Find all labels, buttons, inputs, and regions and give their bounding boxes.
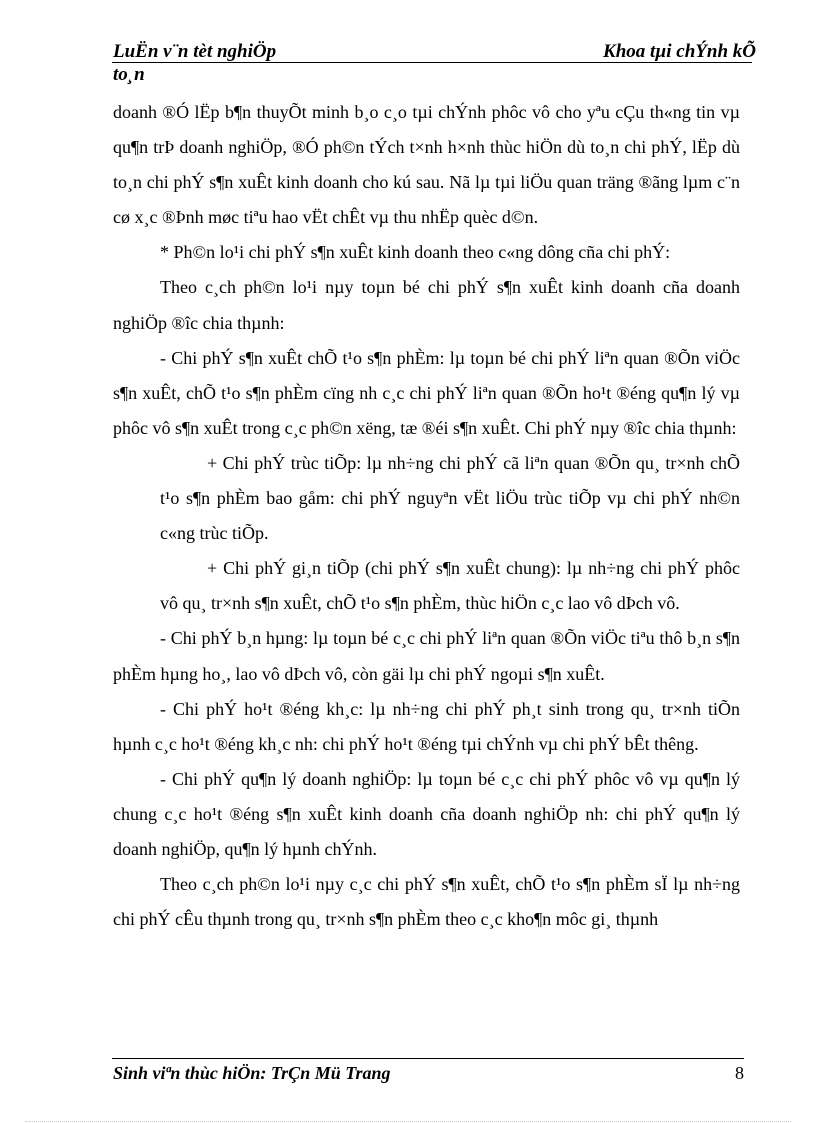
paragraph: - Chi phÝ qu¶n lý doanh nghiÖp: lµ toµn bé c¸c chi phÝ phôc vô vµ qu¶n lý chung c¸c ho¹t ®éng s¶n xuÊt kinh doanh cña doanh nghiÖp nh: chi phÝ qu¶n lý doanh nghiÖp, qu¶n lý hµnh chÝnh. [113,768,740,859]
header-right-title: Khoa tµi chÝnh kÕ [603,41,756,62]
paragraph: + Chi phÝ gi¸n tiÕp (chi phÝ s¶n xuÊt chung): lµ nh÷ng chi phÝ phôc vô qu¸ tr×nh s¶n xuÊt, chÕ t¹o s¶n phÈm, thùc hiÖn c¸c lao vô dÞch vô. [160,558,740,614]
paragraph: - Chi phÝ s¶n xuÊt chÕ t¹o s¶n phÈm: lµ toµn bé chi phÝ liªn quan ®Õn viÖc s¶n xuÊt, chÕ t¹o s¶n phÈm cïng nh c¸c chi phÝ liªn quan ®Õn ho¹t ®éng qu¶n lý vµ phôc vô s¶n xuÊt trong c¸c ph©n xëng, tæ ®éi s¶n xuÊt. Chi phÝ nµy ®îc chia thµnh: [113,347,740,438]
footer-rule [112,1058,744,1059]
page-edge-divider [25,1121,791,1122]
page-number: 8 [735,1063,744,1083]
paragraph: doanh ®Ó lËp b¶n thuyÕt minh b¸o c¸o tµi chÝnh phôc vô cho yªu cÇu th«ng tin vµ qu¶n trÞ doanh nghiÖp, ®Ó ph©n tÝch t×nh h×nh thùc hiÖn dù to¸n chi phÝ, lËp dù to¸n chi phÝ s¶n xuÊt kinh doanh cho kú sau. Nã lµ tµi liÖu quan träng ®ãng lµm c¨n cø x¸c ®Þnh møc tiªu hao vËt chÊt vµ thu nhËp quèc d©n. [113,102,740,228]
paragraph: Theo c¸ch ph©n lo¹i nµy c¸c chi phÝ s¶n xuÊt, chÕ t¹o s¶n phÈm sÏ lµ nh÷ng chi phÝ cÊu thµnh trong qu¸ tr×nh s¶n phÈm theo c¸c kho¶n môc gi¸ thµnh [113,874,740,930]
header-left-title-continued: to¸n [113,64,145,85]
footer-author: Sinh viªn thùc hiÖn: TrÇn Mü Trang [113,1063,391,1083]
paragraph: * Ph©n lo¹i chi phÝ s¶n xuÊt kinh doanh theo c«ng dông cña chi phÝ: [160,242,671,263]
paragraph: - Chi phÝ ho¹t ®éng kh¸c: lµ nh÷ng chi phÝ ph¸t sinh trong qu¸ tr×nh tiÕn hµnh c¸c ho¹t ®éng kh¸c nh: chi phÝ ho¹t ®éng tµi chÝnh vµ chi phÝ bÊt thêng. [113,698,740,754]
page-body [113,95,740,937]
paragraph: + Chi phÝ trùc tiÕp: lµ nh÷ng chi phÝ cã liªn quan ®Õn qu¸ tr×nh chÕ t¹o s¶n phÈm bao gåm: chi phÝ nguyªn vËt liÖu trùc tiÕp vµ chi phÝ nh©n c«ng trùc tiÕp. [160,452,740,544]
paragraph: - Chi phÝ b¸n hµng: lµ toµn bé c¸c chi phÝ liªn quan ®Õn viÖc tiªu thô b¸n s¶n phÈm hµng ho¸, lao vô dÞch vô, còn gäi lµ chi phÝ ngoµi s¶n xuÊt. [113,628,740,684]
header-left-title: LuËn v¨n tèt nghiÖp [113,41,277,62]
paragraph: Theo c¸ch ph©n lo¹i nµy toµn bé chi phÝ s¶n xuÊt kinh doanh cña doanh nghiÖp ®îc chia thµnh: [113,277,740,333]
header-rule [112,62,752,63]
